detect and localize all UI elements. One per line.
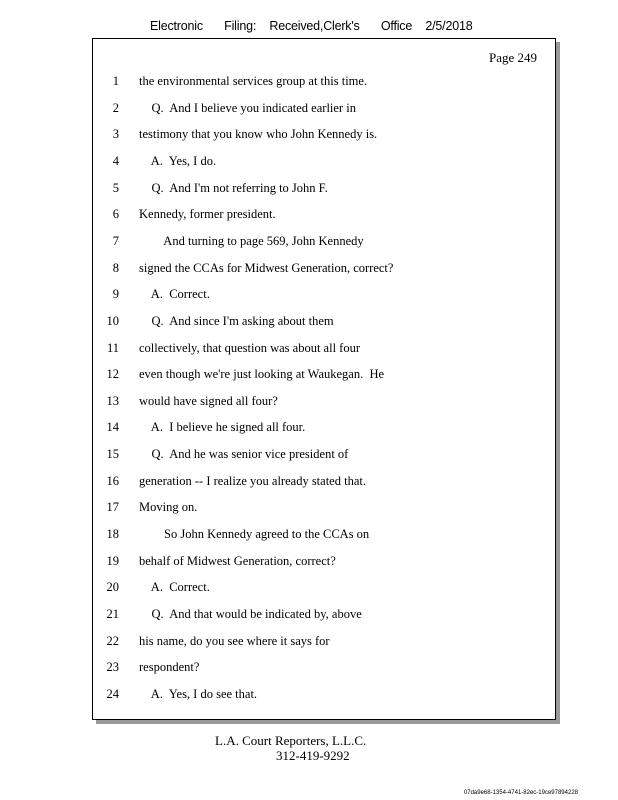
filing-header-date: 2/5/2018	[425, 19, 473, 33]
transcript-line: A. Yes, I do see that.	[139, 686, 258, 701]
filing-header-electronic: Electronic	[150, 19, 203, 33]
transcript-line: A. Correct.	[139, 287, 210, 302]
transcript-line: Q. And that would be indicated by, above	[139, 607, 362, 621]
line-number: 10	[106, 313, 119, 328]
transcript-line: Q. And since I'm asking about them	[139, 313, 334, 328]
transcript-line: Moving on.	[139, 500, 198, 515]
transcript-line: respondent?	[139, 660, 200, 675]
document-id: 07da9e68-1354-4741-82ec-19ce97894228	[463, 790, 578, 796]
line-number: 12	[106, 367, 119, 382]
transcript-line: Q. And he was senior vice president of	[139, 447, 349, 462]
line-number: 13	[106, 393, 119, 408]
line-number: 11	[106, 340, 119, 355]
transcript-line: So John Kennedy agreed to the CCAs on	[139, 527, 370, 542]
line-number: 5	[112, 180, 119, 195]
transcript-line: testimony that you know who John Kennedy is.	[139, 127, 378, 142]
transcript-line: Q. And I believe you indicated earlier in	[139, 100, 356, 115]
line-number: 8	[112, 260, 119, 275]
line-number: 22	[106, 633, 119, 648]
transcript-line: collectively, that question was about all four	[139, 340, 361, 355]
transcript-line: the environmental services group at this time.	[139, 74, 368, 88]
line-number: 20	[106, 580, 119, 595]
transcript-line: generation -- I realize you already stated that.	[139, 473, 366, 488]
line-number: 6	[112, 207, 119, 222]
transcript-line: And turning to page 569, John Kennedy	[139, 233, 364, 248]
page-number: Page 249	[488, 50, 537, 65]
filing-header-office: Office	[380, 19, 413, 33]
line-number: 17	[106, 500, 119, 515]
filing-header-received: Received,Clerk's	[269, 19, 360, 33]
transcript-line: Kennedy, former president.	[139, 207, 276, 222]
transcript-page	[92, 38, 556, 720]
transcript-line: behalf of Midwest Generation, correct?	[139, 553, 336, 568]
line-number: 19	[106, 553, 119, 568]
line-number: 21	[106, 607, 119, 621]
line-number: 3	[112, 127, 119, 142]
line-number: 15	[106, 447, 119, 462]
transcript-line: even though we're just looking at Waukegan. He	[139, 367, 385, 382]
transcript-line: Q. And I'm not referring to John F.	[139, 180, 328, 195]
line-number: 18	[106, 527, 119, 542]
line-number: 1	[112, 74, 119, 88]
line-number: 23	[106, 660, 119, 675]
filing-header-filing: Filing:	[224, 19, 257, 33]
line-number: 7	[112, 233, 119, 248]
line-number: 16	[106, 473, 119, 488]
line-number: 2	[112, 100, 119, 115]
footer-company: L.A. Court Reporters, L.L.C.	[215, 733, 367, 748]
transcript-line: signed the CCAs for Midwest Generation, correct?	[139, 260, 394, 275]
filing-header	[150, 19, 472, 33]
transcript-line: his name, do you see where it says for	[139, 633, 330, 648]
footer-phone: 312-419-9292	[276, 748, 350, 763]
transcript-line: A. Yes, I do.	[139, 153, 217, 168]
transcript-line: would have signed all four?	[139, 393, 278, 408]
transcript-line: A. Correct.	[139, 580, 210, 595]
line-number: 9	[112, 287, 119, 302]
line-number: 24	[106, 686, 119, 701]
line-number: 14	[106, 420, 119, 435]
transcript-line: A. I believe he signed all four.	[139, 420, 306, 435]
line-number: 4	[112, 153, 119, 168]
